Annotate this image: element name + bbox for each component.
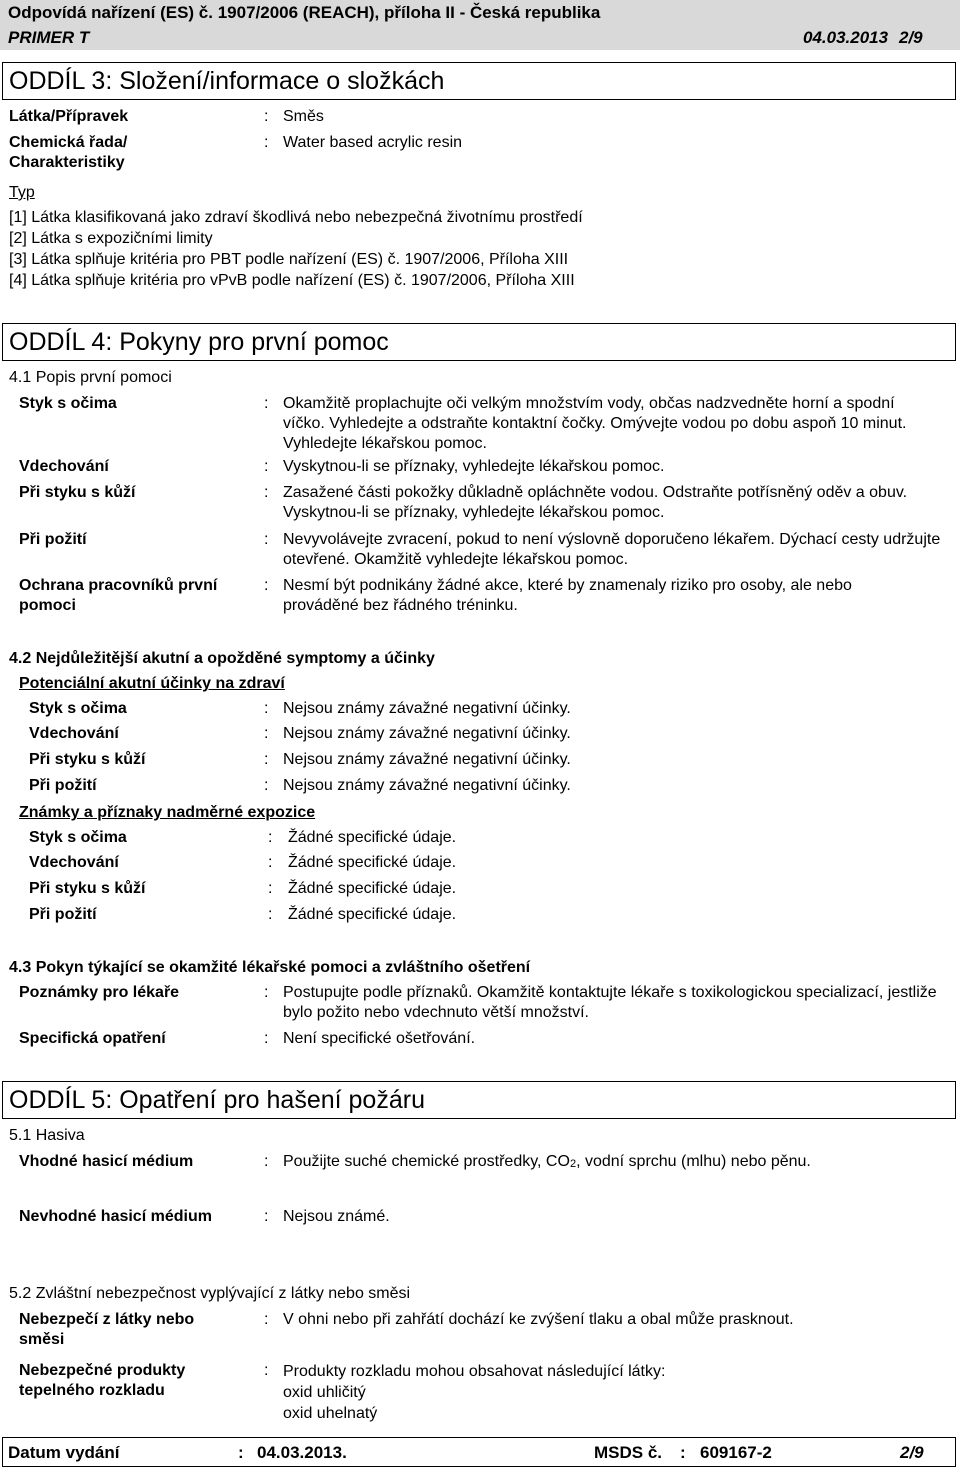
acute-skin-label: Při styku s kůží (29, 751, 146, 768)
physician-notes-value: Postupujte podle příznaků. Okamžitě kontaktujte lékaře s toxikologickou specializací, jestliže bylo požito nebo vdechnuto větší množství. (283, 984, 937, 1021)
suitable-media-label: Vhodné hasicí médium (19, 1153, 194, 1170)
colon: : (264, 1030, 269, 1047)
inhalation-value: Vyskytnou-li se příznaky, vyhledejte lékařskou pomoc. (283, 458, 665, 475)
subsection-4-2: 4.2 Nejdůležitější akutní a opožděné symptomy a účinky (9, 650, 435, 667)
colon: : (264, 751, 269, 768)
colon: : (264, 725, 269, 742)
acute-eye-label: Styk s očima (29, 700, 127, 717)
document-footer (2, 1437, 956, 1467)
type-item: [1] Látka klasifikovaná jako zdraví škodlivá nebo nebezpečná životnímu prostředí (9, 209, 583, 226)
product-line: Produkty rozkladu mohou obsahovat následující látky: (283, 1363, 666, 1380)
colon: : (268, 880, 273, 897)
colon: : (264, 1362, 269, 1379)
over-inhalation-label: Vdechování (29, 854, 119, 871)
header-date: 04.03.2013 (803, 28, 889, 47)
colon: : (264, 108, 269, 125)
colon: : (264, 777, 269, 794)
over-eye-value: Žádné specifické údaje. (288, 829, 457, 846)
colon: : (264, 1311, 269, 1328)
chemical-family-label: Chemická řada/ Charakteristiky (9, 134, 128, 171)
colon: : (264, 984, 269, 1001)
decomposition-products-label: Nebezpečné produkty tepelného rozkladu (19, 1362, 186, 1399)
acute-inhalation-label: Vdechování (29, 725, 119, 742)
acute-effects-heading: Potenciální akutní účinky na zdraví (19, 675, 285, 692)
overexposure-heading: Známky a příznaky nadměrné expozice (19, 804, 316, 821)
over-inhalation-value: Žádné specifické údaje. (288, 854, 457, 871)
colon: : (680, 1443, 686, 1462)
first-aider-protection-label: Ochrana pracovníků první pomoci (19, 577, 218, 614)
subsection-4-1: 4.1 Popis první pomoci (9, 369, 172, 386)
type-heading: Typ (9, 184, 35, 201)
physician-notes-label: Poznámky pro lékaře (19, 984, 180, 1001)
colon: : (264, 134, 269, 151)
section-4-title: ODDÍL 4: Pokyny pro první pomoc (2, 323, 956, 361)
colon: : (264, 484, 269, 501)
eye-contact-label: Styk s očima (19, 395, 117, 412)
regulation-line: Odpovídá nařízení (ES) č. 1907/2006 (REACH), příloha II - Česká republika (8, 3, 601, 22)
over-skin-value: Žádné specifické údaje. (288, 880, 457, 897)
type-item: [3] Látka splňuje kritéria pro PBT podle nařízení (ES) č. 1907/2006, Příloha XIII (9, 251, 569, 268)
acute-eye-value: Nejsou známy závažné negativní účinky. (283, 700, 571, 717)
specific-treatment-label: Specifická opatření (19, 1030, 166, 1047)
over-ingestion-value: Žádné specifické údaje. (288, 906, 457, 923)
colon: : (264, 531, 269, 548)
unsuitable-media-label: Nevhodné hasicí médium (19, 1208, 212, 1225)
hazards-label: Nebezpečí z látky nebo směsi (19, 1311, 195, 1348)
header-page: 2/9 (899, 28, 923, 47)
colon: : (264, 395, 269, 412)
subsection-5-1: 5.1 Hasiva (9, 1127, 85, 1144)
issue-date-label: Datum vydání (8, 1443, 120, 1462)
footer-page: 2/9 (900, 1443, 924, 1462)
colon: : (238, 1443, 244, 1462)
over-skin-label: Při styku s kůží (29, 880, 146, 897)
suitable-media-value: Použijte suché chemické prostředky, CO2, vodní sprchu (mlhu) nebo pěnu. (283, 1153, 811, 1170)
subsection-4-3: 4.3 Pokyn týkající se okamžité lékařské pomoci a zvláštního ošetření (9, 959, 531, 976)
over-ingestion-label: Při požití (29, 906, 97, 923)
colon: : (268, 829, 273, 846)
decomposition-products-value (283, 1361, 665, 1424)
colon: : (264, 1153, 269, 1170)
product-line: oxid uhličitý (283, 1384, 366, 1401)
chemical-family-value: Water based acrylic resin (283, 134, 463, 151)
product-name: PRIMER T (8, 28, 90, 47)
acute-ingestion-value: Nejsou známy závažné negativní účinky. (283, 777, 571, 794)
unsuitable-media-value: Nejsou známé. (283, 1208, 390, 1225)
eye-contact-value: Okamžitě proplachujte oči velkým množstvím vody, občas nadzvedněte horní a spodní víčko. Vyhledejte a odstraňte kontaktní čočky. Omývejte vodou po dobu aspoň 10 minut. Vyhledejte lékařskou pomoc. (283, 395, 907, 452)
product-line: oxid uhelnatý (283, 1405, 378, 1422)
colon: : (264, 1208, 269, 1225)
colon: : (264, 700, 269, 717)
issue-date-value: 04.03.2013. (257, 1443, 347, 1462)
ingestion-value: Nevyvolávejte zvracení, pokud to není výslovně doporučeno lékařem. Dýchací cesty udržujte otevřené. Okamžitě vyhledejte lékařskou pomoc. (283, 531, 941, 568)
first-aider-protection-value: Nesmí být podnikány žádné akce, které by znamenaly riziko pro osoby, ale nebo prováděné bez řádného tréninku. (283, 577, 852, 614)
section-3-title: ODDÍL 3: Složení/informace o složkách (2, 62, 956, 100)
inhalation-label: Vdechování (19, 458, 109, 475)
over-eye-label: Styk s očima (29, 829, 127, 846)
colon: : (264, 458, 269, 475)
skin-contact-label: Při styku s kůží (19, 484, 136, 501)
ingestion-label: Při požití (19, 531, 87, 548)
acute-inhalation-value: Nejsou známy závažné negativní účinky. (283, 725, 571, 742)
specific-treatment-value: Není specifické ošetřování. (283, 1030, 476, 1047)
substance-label: Látka/Přípravek (9, 108, 129, 125)
colon: : (268, 854, 273, 871)
skin-contact-value: Zasažené části pokožky důkladně opláchněte vodou. Odstraňte potřísněný oděv a obuv. Vyskytnou-li se příznaky, vyhledejte lékařskou pomoc. (283, 484, 908, 521)
type-item: [2] Látka s expozičními limity (9, 230, 213, 247)
acute-skin-value: Nejsou známy závažné negativní účinky. (283, 751, 571, 768)
subsection-5-2: 5.2 Zvláštní nebezpečnost vyplývající z látky nebo směsi (9, 1285, 411, 1302)
colon: : (268, 906, 273, 923)
hazards-value: V ohni nebo při zahřátí dochází ke zvýšení tlaku a obal může prasknout. (283, 1311, 794, 1328)
substance-value: Směs (283, 108, 324, 125)
msds-number: 609167-2 (700, 1443, 772, 1462)
colon: : (264, 577, 269, 594)
acute-ingestion-label: Při požití (29, 777, 97, 794)
section-5-title: ODDÍL 5: Opatření pro hašení požáru (2, 1081, 956, 1119)
msds-label: MSDS č. (594, 1443, 663, 1462)
type-item: [4] Látka splňuje kritéria pro vPvB podle nařízení (ES) č. 1907/2006, Příloha XIII (9, 272, 575, 289)
